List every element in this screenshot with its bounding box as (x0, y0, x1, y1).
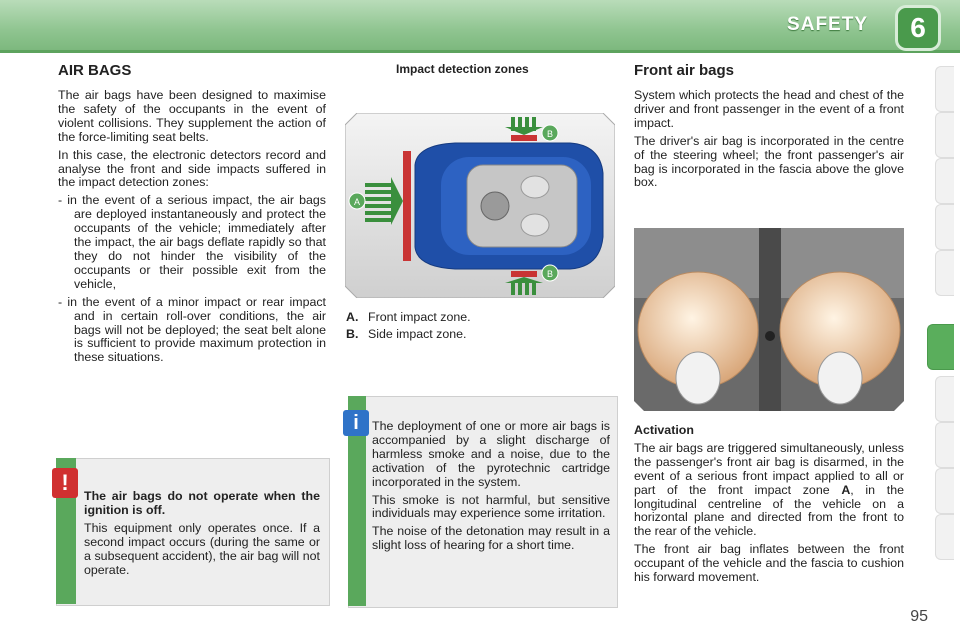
text-run: , in the longitudinal centreline of the vehicle on a horizontal plane and directed from the front to the rear of the vehicle. (634, 482, 904, 539)
paragraph: The deployment of one or more air bags is accompanied by a slight discharge of harmless smoke and a noise, due to the activation of the pyrotechnic cartridge incorporated in the system. (372, 419, 610, 489)
paragraph: The air bags have been designed to maximise the safety of the occupants in the event of violent collisions. They supplement the action of the force-limiting seat belts. (58, 88, 326, 144)
zone-b-label-top: B (546, 129, 554, 139)
front-air-bags-title: Front air bags (634, 62, 735, 79)
paragraph: In this case, the electronic detectors record and analyse the front and side impacts suffered in the impact detection zones: (58, 147, 326, 190)
info-icon: i (343, 410, 369, 436)
paragraph: This smoke is not harmful, but sensitive individuals may experience some irritation. (372, 492, 610, 521)
side-impact-bar-top (511, 135, 537, 141)
center-console (759, 228, 781, 411)
paragraph (634, 442, 904, 539)
console-knob (765, 331, 775, 341)
warning-body-text: This equipment only operates once. If a second impact occurs (during the same or a subsequent accident), the air bag will not operate. (84, 520, 320, 577)
chapter-tab[interactable] (935, 468, 954, 514)
seat (521, 176, 549, 198)
paragraph: The driver's air bag is incorporated in the centre of the steering wheel; the front passenger's air bag is incorporated in the fascia above the glove box. (634, 133, 904, 190)
zone-b-label-bottom: B (546, 269, 554, 279)
impact-zones-title: Impact detection zones (396, 62, 529, 76)
legend-text: Side impact zone. (368, 326, 467, 341)
chapter-tab[interactable] (935, 250, 954, 296)
passenger-head (818, 352, 862, 404)
legend-key: B. (346, 326, 359, 341)
text-run: The air bags are triggered simultaneously, unless the passenger's front air bag is disarmed, in the event of a serious front impact applied to all or part of the front impact zone (634, 440, 904, 497)
page-number: 95 (910, 608, 928, 625)
paragraph: The noise of the detonation may result in a slight loss of hearing for a short time. (372, 524, 610, 553)
impact-zones-legend (346, 311, 606, 342)
chapter-tab[interactable] (935, 422, 954, 468)
side-impact-bar-bottom (511, 271, 537, 277)
activation-title: Activation (634, 423, 694, 437)
section-title: SAFETY (787, 14, 868, 35)
driver-head (676, 352, 720, 404)
legend-key: A. (346, 310, 359, 324)
chapter-number-badge: 6 (898, 8, 938, 48)
warning-icon: ! (52, 468, 78, 498)
paragraph: System which protects the head and chest of the driver and front passenger in the event of a front impact. (634, 88, 904, 130)
impact-zones-diagram (345, 113, 615, 298)
legend-text: Front impact zone. (368, 310, 471, 324)
paragraph: The front air bag inflates between the front occupant of the vehicle and the fascia to cushion his forward movement. (634, 542, 904, 585)
warning-text (84, 490, 320, 581)
chapter-tab[interactable] (935, 514, 954, 560)
chapter-tab[interactable] (935, 158, 954, 204)
steering-wheel (481, 192, 509, 220)
chapter-tab[interactable] (935, 376, 954, 422)
info-text (372, 420, 610, 557)
front-airbags-photo (634, 228, 904, 411)
chapter-tab[interactable] (935, 112, 954, 158)
chapter-tabs (934, 66, 954, 574)
front-impact-bar (403, 151, 411, 261)
zone-a-label: A (353, 197, 361, 207)
bullet-item: - in the event of a serious impact, the air bags are deployed instantaneously and protect the occupants of the vehicle; immediately after the impact, the air bags deflate rapidly so that they do not hinder the visibility of the occupants or their possible exit from the vehicle, (58, 193, 326, 291)
warning-bold-text: The air bags do not operate when the ignition is off. (84, 489, 320, 517)
chapter-tab[interactable] (935, 66, 954, 112)
activation-text (634, 424, 904, 589)
chapter-tab[interactable] (935, 204, 954, 250)
air-bags-title: AIR BAGS (58, 62, 132, 79)
seat (521, 214, 549, 236)
front-air-bags-text (634, 89, 904, 194)
bullet-item: - in the event of a minor impact or rear impact and in certain roll-over conditions, the air bags will not be deployed; the seat belt alone is sufficient to provide maximum protection in these situations. (58, 294, 326, 365)
text-run-bold: A (841, 482, 851, 497)
chapter-tab-active[interactable] (927, 324, 954, 370)
header-divider (0, 50, 960, 53)
air-bags-text (58, 89, 326, 369)
